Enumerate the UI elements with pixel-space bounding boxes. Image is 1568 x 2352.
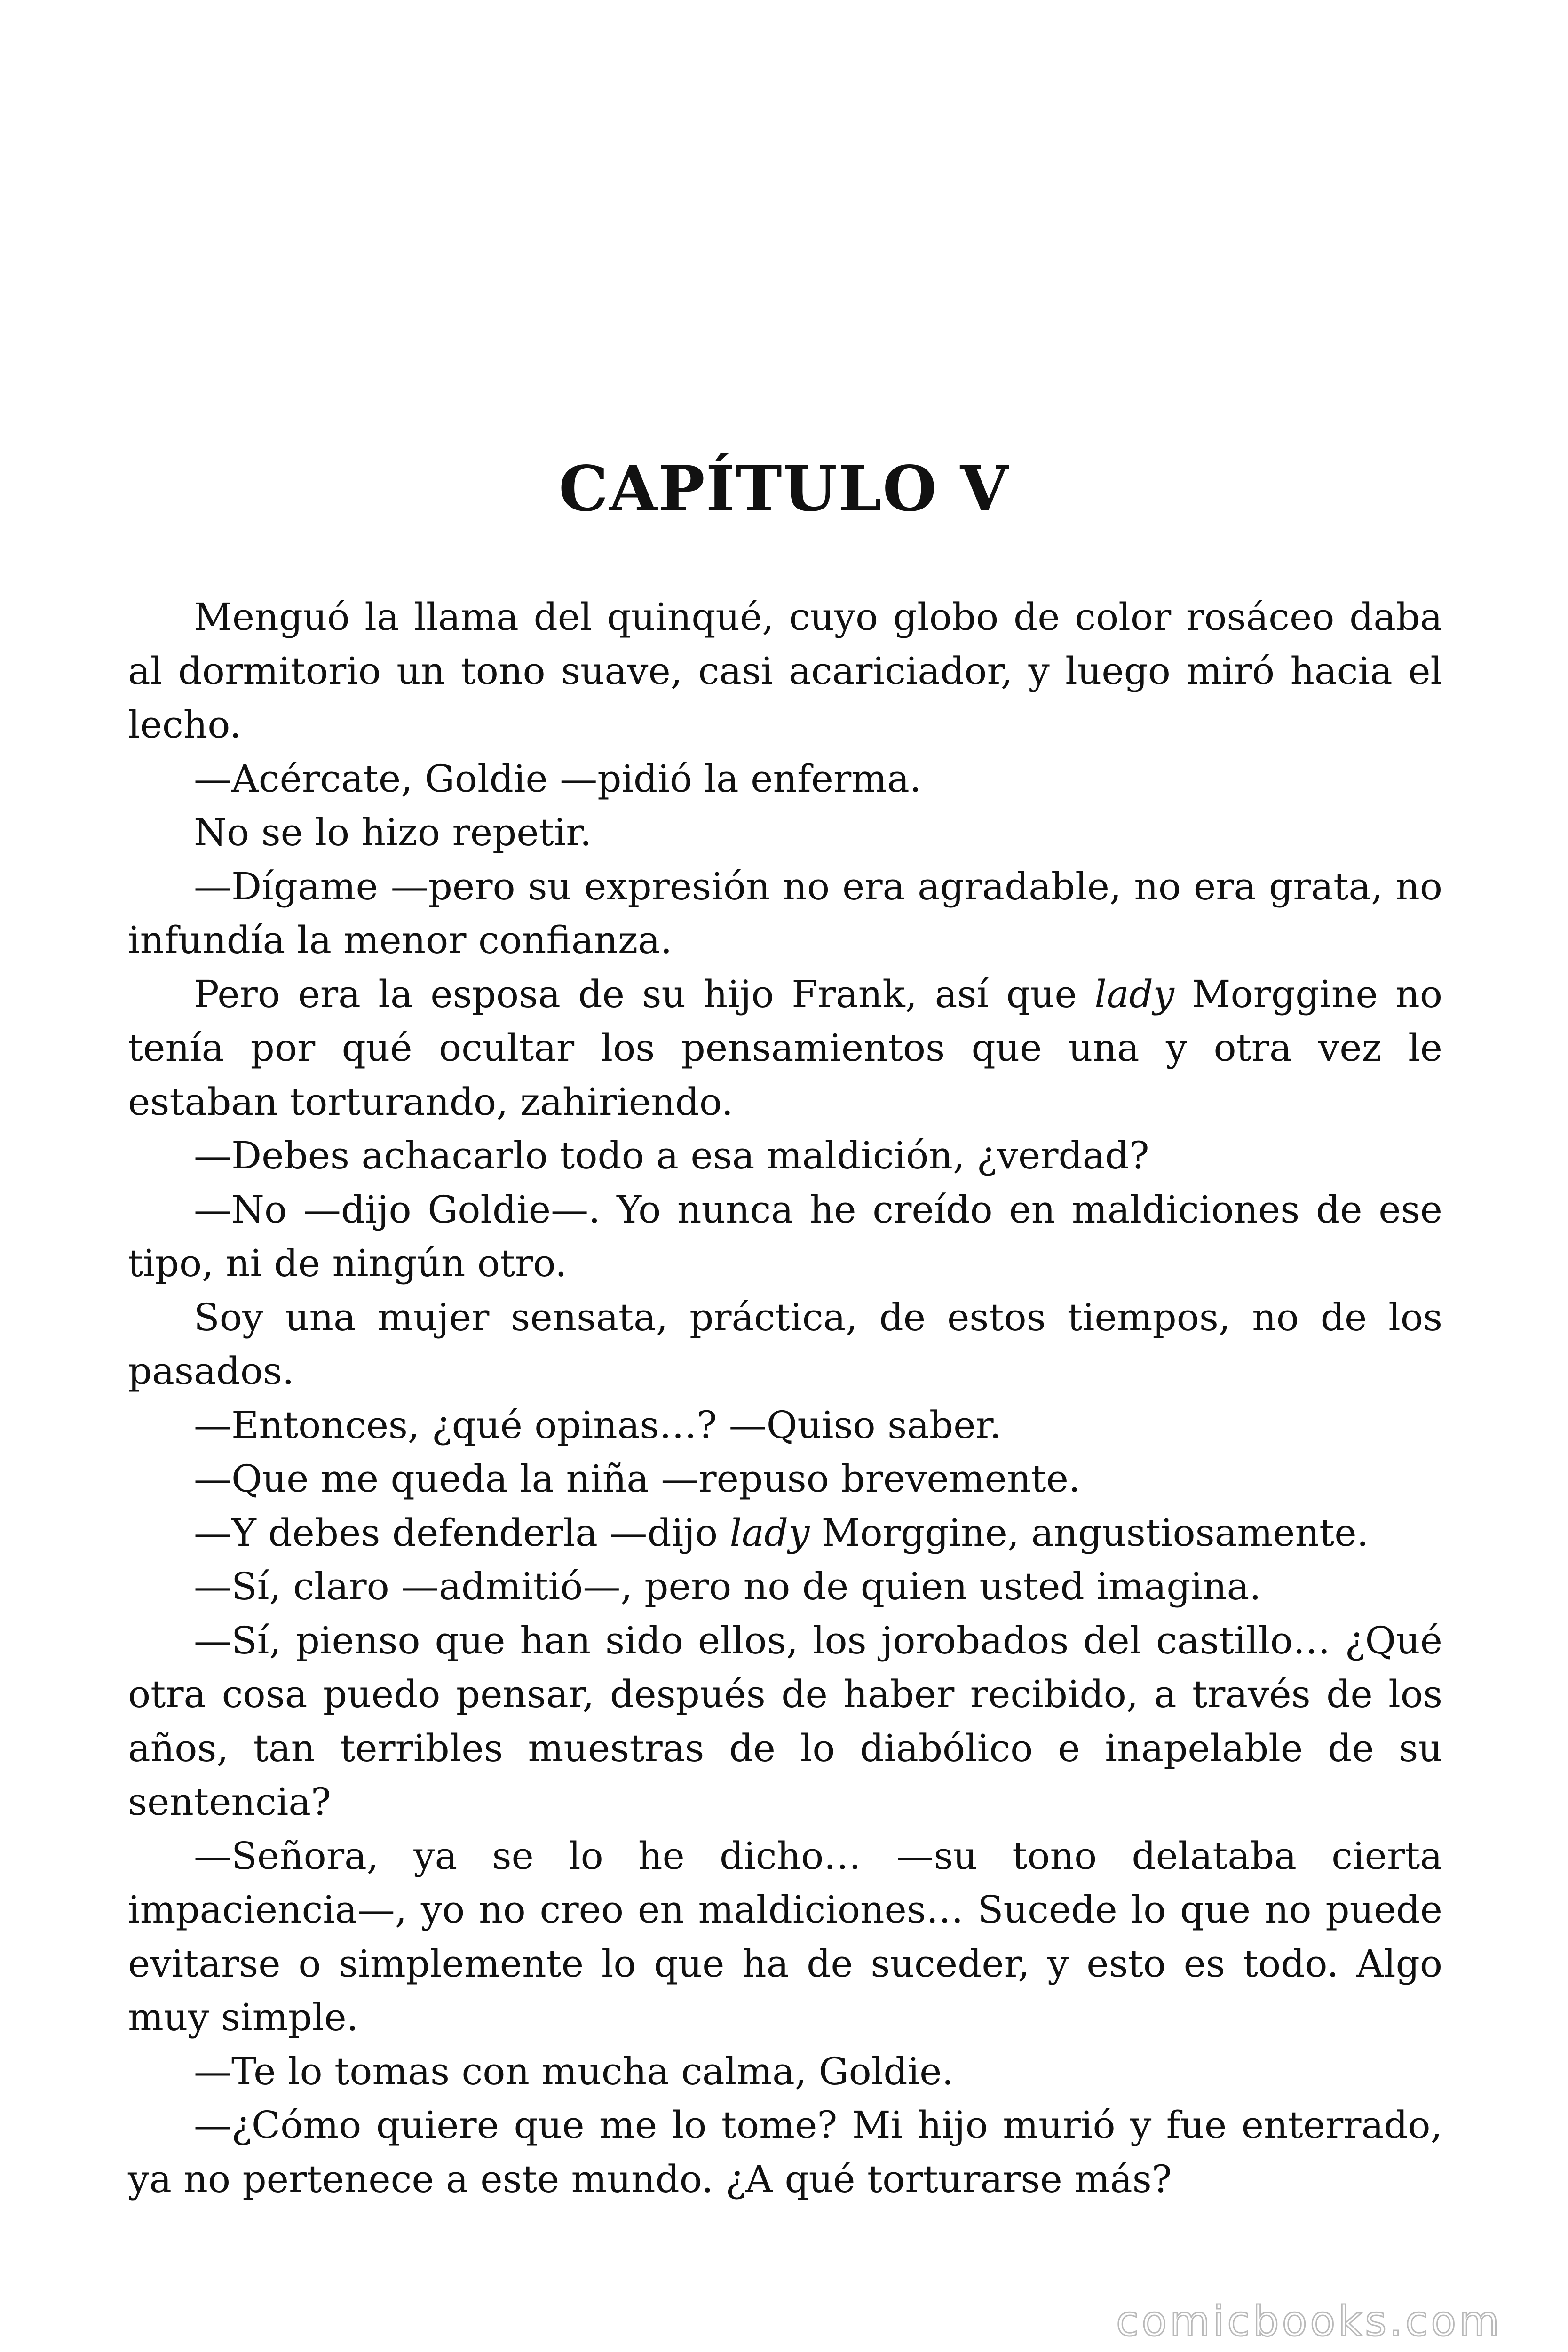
paragraph-text: Morggine, angustiosamente. [809, 1510, 1369, 1555]
paragraph [128, 806, 1442, 860]
paragraph-text: —Que me queda la niña —repuso brevemente. [194, 1457, 1081, 1501]
paragraph [128, 1183, 1442, 1291]
paragraph-text: —Dígame —pero su expresión no era agradable, no era grata, no infundía la menor confianza. [128, 864, 1442, 962]
paragraph-text: Pero era la esposa de su hijo Frank, así que [194, 972, 1095, 1016]
paragraph [128, 1398, 1442, 1453]
italic-text: lady [1094, 972, 1174, 1016]
chapter-body [128, 590, 1442, 2206]
italic-text: lady [729, 1510, 810, 1555]
paragraph [128, 2045, 1442, 2099]
paragraph-text: —Entonces, ¿qué opinas…? —Quiso saber. [194, 1403, 1002, 1447]
paragraph [128, 1506, 1442, 1560]
paragraph-text: Morggine no tenía por qué ocultar los pensamientos que una y otra vez le estaban torturando, zahiriendo. [128, 972, 1442, 1124]
paragraph-text: —Señora, ya se lo he dicho… —su tono delataba cierta impaciencia—, yo no creo en maldiciones… Sucede lo que no puede evitarse o simplemente lo que ha de suceder, y esto es todo. Algo muy simple. [128, 1834, 1442, 2039]
paragraph-text: Menguó la llama del quinqué, cuyo globo de color rosáceo daba al dormitorio un tono suave, casi acariciador, y luego miró hacia el lecho. [128, 595, 1442, 747]
paragraph-text: Soy una mujer sensata, práctica, de estos tiempos, no de los pasados. [128, 1295, 1442, 1393]
paragraph [128, 860, 1442, 968]
paragraph [128, 752, 1442, 806]
paragraph-text: —Te lo tomas con mucha calma, Goldie. [194, 2049, 954, 2093]
paragraph-text: —Debes achacarlo todo a esa maldición, ¿verdad? [194, 1134, 1149, 1177]
paragraph [128, 1614, 1442, 1829]
paragraph-text: No se lo hizo repetir. [194, 810, 592, 854]
paragraph [128, 968, 1442, 1129]
paragraph-text: —¿Cómo quiere que me lo tome? Mi hijo murió y fue enterrado, ya no pertenece a este mundo. ¿A qué torturarse más? [128, 2103, 1442, 2201]
paragraph [128, 1829, 1442, 2045]
paragraph [128, 590, 1442, 752]
watermark: comicbooks.com [1116, 2297, 1502, 2345]
paragraph [128, 2098, 1442, 2206]
paragraph [128, 1452, 1442, 1506]
paragraph [128, 1291, 1442, 1398]
paragraph-text: —No —dijo Goldie—. Yo nunca he creído en maldiciones de ese tipo, ni de ningún otro. [128, 1187, 1442, 1285]
paragraph-text: —Y debes defenderla —dijo [194, 1510, 730, 1555]
chapter-title: CAPÍTULO V [559, 453, 1009, 525]
paragraph-text: —Acércate, Goldie —pidió la enferma. [194, 756, 922, 801]
paragraph [128, 1560, 1442, 1614]
paragraph-text: —Sí, claro —admitió—, pero no de quien usted imagina. [194, 1565, 1261, 1608]
paragraph [128, 1129, 1442, 1183]
paragraph-text: —Sí, pienso que han sido ellos, los jorobados del castillo… ¿Qué otra cosa puedo pensar, después de haber recibido, a través de los años, tan terribles muestras de lo diabólico e inapelable de su sentencia? [128, 1618, 1442, 1824]
